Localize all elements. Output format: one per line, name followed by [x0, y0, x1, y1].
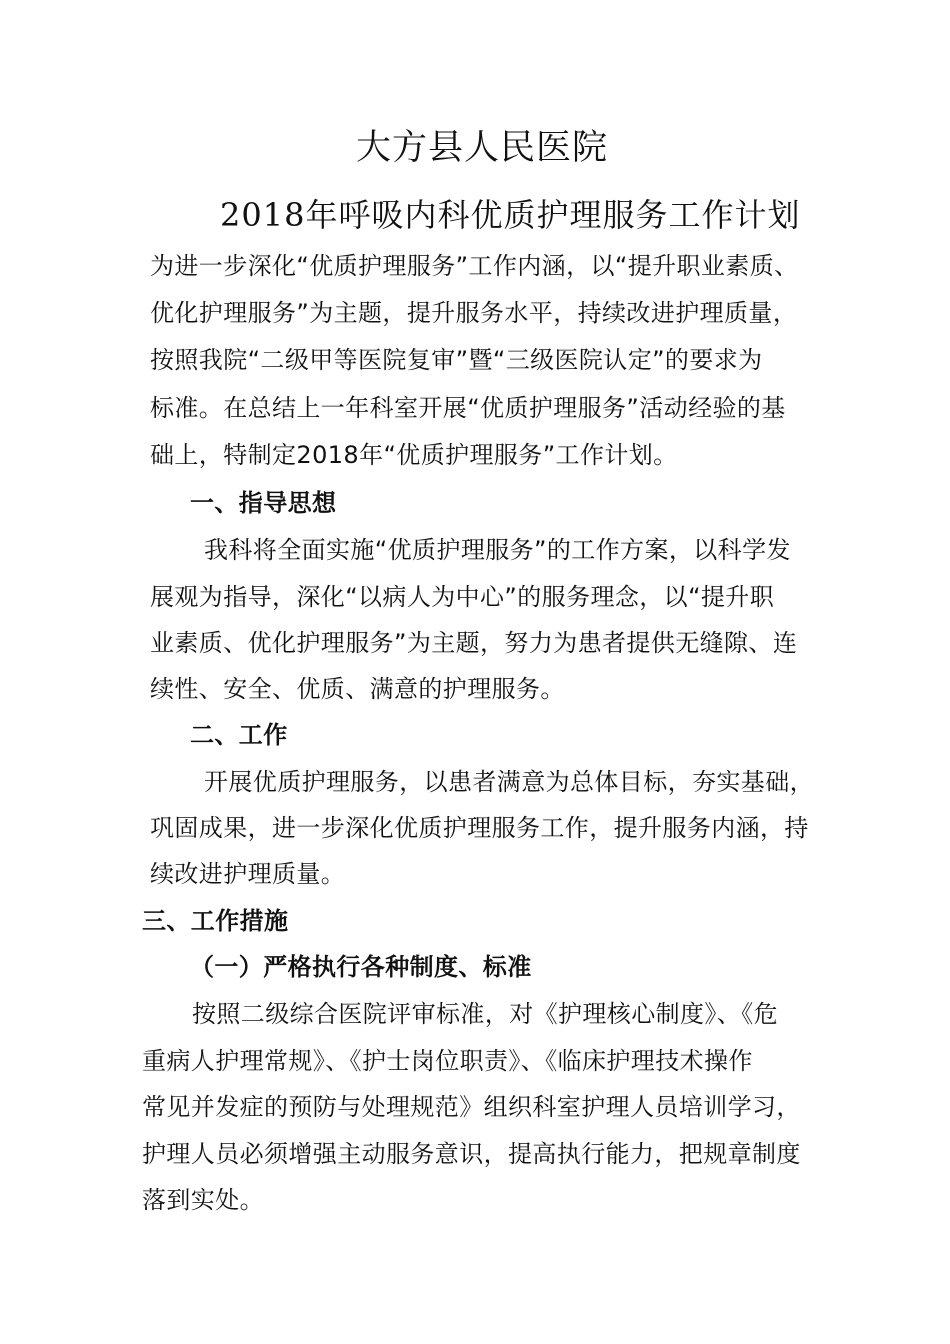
section-subheading: （一）严格执行各种制度、标准	[190, 953, 532, 981]
paragraph-line: 落到实处。	[142, 1186, 264, 1214]
intro-line: 础上，特制定2018年“优质护理服务”工作计划。	[150, 441, 678, 469]
intro-line: 按照我院“二级甲等医院复审”暨“三级医院认定”的要求为	[150, 346, 763, 374]
paragraph-line: 巩固成果，进一步深化优质护理服务工作，提升服务内涵，持	[150, 814, 809, 842]
paragraph-line: 按照二级综合医院评审标准，对《护理核心制度》、《危	[192, 1000, 778, 1028]
section-heading: 三、工作措施	[142, 907, 289, 935]
paragraph-line: 护理人员必须增强主动服务意识，提高执行能力，把规章制度	[142, 1140, 801, 1168]
document-title: 大方县人民医院	[356, 128, 609, 168]
document-subtitle: 2018年呼吸内科优质护理服务工作计划	[220, 196, 801, 234]
intro-line: 标准。在总结上一年科室开展“优质护理服务”活动经验的基	[150, 394, 786, 422]
section-heading: 二、工作	[190, 721, 288, 749]
paragraph-line: 业素质、优化护理服务”为主题，努力为患者提供无缝隙、连	[150, 629, 798, 657]
paragraph-line: 开展优质护理服务，以患者满意为总体目标，夯实基础，	[204, 768, 814, 796]
paragraph-line: 展观为指导，深化“以病人为中心”的服务理念，以“提升职	[150, 583, 775, 611]
paragraph-line: 续改进护理质量。	[150, 860, 346, 888]
paragraph-line: 重病人护理常规》、《护士岗位职责》、《临床护理技术操作	[142, 1047, 753, 1075]
paragraph-line: 常见并发症的预防与处理规范》组织科室护理人员培训学习，	[142, 1093, 801, 1121]
intro-line: 优化护理服务”为主题，提升服务水平，持续改进护理质量，	[150, 299, 798, 327]
paragraph-line: 续性、安全、优质、满意的护理服务。	[150, 675, 565, 703]
intro-line: 为进一步深化“优质护理服务”工作内涵，以“提升职业素质、	[150, 252, 799, 280]
section-heading: 一、指导思想	[190, 489, 337, 517]
paragraph-line: 我科将全面实施“优质护理服务”的工作方案，以科学发	[204, 536, 791, 564]
